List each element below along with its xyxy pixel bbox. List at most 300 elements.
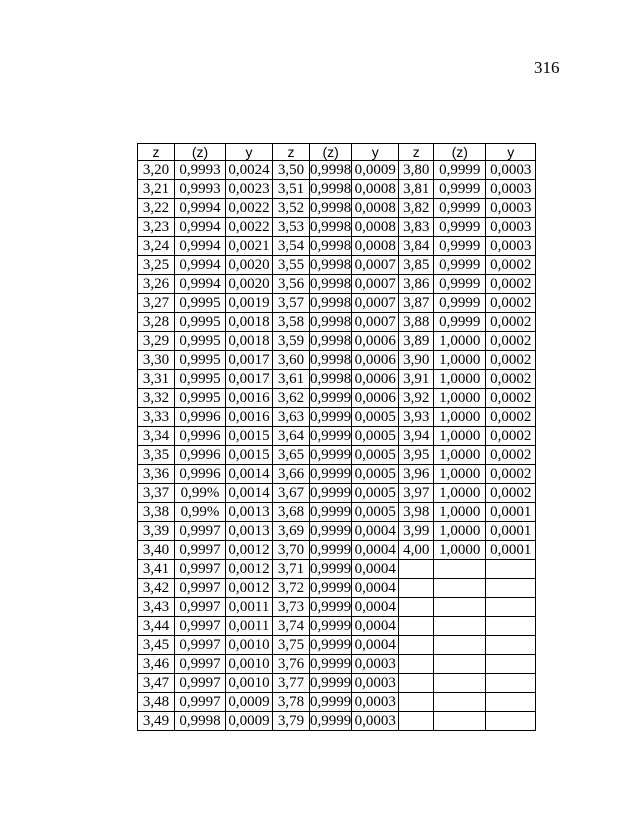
table-row [138, 579, 536, 598]
table-cell-phi: 0,9997 [175, 579, 226, 598]
table-cell-phi: 0,9999 [310, 618, 352, 634]
table-cell-phi [434, 598, 486, 617]
table-cell-z: 3,58 [273, 313, 310, 332]
table-cell-phi: 0,9998 [310, 238, 352, 254]
table-cell-y: 0,0010 [226, 674, 273, 693]
table-cell-y: 0,0009 [226, 712, 273, 731]
table-cell-y: 0,0024 [226, 161, 273, 180]
table-cell-phi: 1,0000 [434, 351, 486, 370]
table-cell-z: 3,47 [138, 674, 175, 693]
table-cell-phi: 0,9996 [175, 427, 226, 446]
table-cell-y: 0,0010 [226, 636, 273, 655]
table-cell-z: 3,38 [138, 503, 175, 522]
table-cell-y: 0,0002 [486, 484, 536, 503]
table-cell-phi: 0,9999 [310, 694, 352, 710]
table-cell-z: 3,87 [399, 294, 434, 313]
table-cell-y: 0,0004 [352, 617, 399, 636]
table-cell-phi: 0,9999 [310, 599, 352, 615]
table-cell-y: 0,0003 [352, 655, 399, 674]
table-cell-z: 3,51 [273, 180, 310, 199]
table-cell-phi: 0,9995 [175, 370, 226, 389]
table-cell-phi: 0,9999 [310, 466, 352, 482]
table-cell-z: 3,52 [273, 199, 310, 218]
table-cell-z: 3,27 [138, 294, 175, 313]
table-cell-phi: 0,99% [175, 484, 226, 503]
table-cell-y: 0,0012 [226, 579, 273, 598]
table-cell-phi: 0,9995 [175, 332, 226, 351]
table-cell-y: 0,0005 [352, 427, 399, 446]
table-row [138, 617, 536, 636]
table-cell-y: 0,0020 [226, 275, 273, 294]
table-cell-z: 3,41 [138, 560, 175, 579]
table-cell-phi: 0,9998 [175, 712, 226, 731]
table-cell-phi: 0,9995 [175, 351, 226, 370]
table-cell-z: 4,00 [399, 541, 434, 560]
table-cell-z: 3,43 [138, 598, 175, 617]
table-cell-y: 0,0005 [352, 503, 399, 522]
table-cell-phi [434, 674, 486, 693]
column-header-phi: (z) [310, 144, 352, 161]
table-cell-y: 0,0003 [486, 218, 536, 237]
table-cell-y: 0,0005 [352, 408, 399, 427]
table-cell-z: 3,79 [273, 712, 310, 731]
table-cell-y: 0,0004 [352, 598, 399, 617]
table-cell-y: 0,0004 [352, 541, 399, 560]
table-row [138, 712, 536, 731]
table-row [138, 218, 536, 237]
table-cell-z: 3,83 [399, 218, 434, 237]
table-cell-z: 3,62 [273, 389, 310, 408]
table-cell-phi: 1,0000 [434, 370, 486, 389]
table-cell-y: 0,0003 [352, 712, 399, 731]
table-cell-phi: 0,9998 [310, 200, 352, 216]
table-cell-phi: 0,9999 [434, 180, 486, 199]
table-cell-phi: 0,9999 [310, 656, 352, 672]
table-cell-phi: 0,9995 [175, 294, 226, 313]
table-cell-phi: 0,9999 [434, 275, 486, 294]
table-cell-phi: 1,0000 [434, 389, 486, 408]
table-cell-y: 0,0005 [352, 465, 399, 484]
table-cell-y: 0,0008 [352, 237, 399, 256]
table-cell-z [399, 693, 434, 712]
table-row [138, 560, 536, 579]
table-cell-phi: 0,9998 [310, 371, 352, 387]
table-cell-y: 0,0001 [486, 541, 536, 560]
table-cell-phi [434, 693, 486, 712]
table-cell-phi: 0,9998 [310, 352, 352, 368]
table-cell-z: 3,59 [273, 332, 310, 351]
table-cell-phi: 0,9996 [175, 446, 226, 465]
table-cell-z: 3,37 [138, 484, 175, 503]
table-cell-phi: 0,9999 [434, 161, 486, 180]
table-cell-phi: 0,9999 [434, 199, 486, 218]
table-cell-y [486, 655, 536, 674]
table-cell-z: 3,20 [138, 161, 175, 180]
table-cell-z: 3,81 [399, 180, 434, 199]
table-cell-y: 0,0002 [486, 275, 536, 294]
table-cell-phi: 0,9997 [175, 522, 226, 541]
table-cell-z [399, 655, 434, 674]
table-cell-phi: 0,9994 [175, 275, 226, 294]
table-cell-z: 3,67 [273, 484, 310, 503]
table-cell-phi: 0,9997 [175, 560, 226, 579]
table-cell-y: 0,0021 [226, 237, 273, 256]
table-cell-z [399, 636, 434, 655]
table-cell-z [399, 674, 434, 693]
table-cell-y: 0,0020 [226, 256, 273, 275]
table-cell-phi: 1,0000 [434, 541, 486, 560]
table-cell-z: 3,28 [138, 313, 175, 332]
table-cell-y: 0,0018 [226, 332, 273, 351]
table-cell-y: 0,0009 [352, 161, 399, 180]
table-cell-y [486, 712, 536, 731]
table-cell-y: 0,0006 [352, 389, 399, 408]
table-cell-y: 0,0003 [486, 237, 536, 256]
table-cell-y: 0,0016 [226, 389, 273, 408]
table-cell-z: 3,99 [399, 522, 434, 541]
table-cell-z: 3,66 [273, 465, 310, 484]
table-row [138, 275, 536, 294]
column-header-y: y [352, 144, 399, 161]
table-cell-y: 0,0003 [486, 199, 536, 218]
table-cell-y: 0,0008 [352, 199, 399, 218]
table-cell-y: 0,0002 [486, 351, 536, 370]
table-cell-phi: 0,9997 [175, 636, 226, 655]
table-cell-z: 3,84 [399, 237, 434, 256]
table-cell-phi: 1,0000 [434, 408, 486, 427]
table-cell-y: 0,0004 [352, 636, 399, 655]
column-header-z: z [273, 144, 310, 161]
table-cell-y: 0,0002 [486, 294, 536, 313]
table-row [138, 332, 536, 351]
table-cell-y: 0,0002 [486, 427, 536, 446]
table-row [138, 541, 536, 560]
table-cell-phi: 0,9997 [175, 541, 226, 560]
table-cell-phi: 0,9994 [175, 237, 226, 256]
table-cell-y: 0,0001 [486, 503, 536, 522]
table-cell-z: 3,21 [138, 180, 175, 199]
table-cell-phi: 0,9999 [310, 561, 352, 577]
table-cell-z: 3,80 [399, 161, 434, 180]
table-cell-z: 3,97 [399, 484, 434, 503]
table-cell-z: 3,91 [399, 370, 434, 389]
table-cell-z [399, 560, 434, 579]
table-cell-y: 0,0008 [352, 218, 399, 237]
table-cell-phi [434, 617, 486, 636]
table-cell-z: 3,78 [273, 693, 310, 712]
table-cell-y: 0,0001 [486, 522, 536, 541]
table-cell-y: 0,0011 [226, 598, 273, 617]
table-cell-z: 3,56 [273, 275, 310, 294]
table-cell-y [486, 636, 536, 655]
table-row [138, 446, 536, 465]
normal-distribution-table [137, 143, 536, 731]
table-cell-phi [434, 636, 486, 655]
table-cell-z: 3,68 [273, 503, 310, 522]
table-cell-z: 3,98 [399, 503, 434, 522]
table-row [138, 522, 536, 541]
table-cell-phi: 0,9999 [434, 313, 486, 332]
table-cell-y: 0,0004 [352, 560, 399, 579]
table-cell-y: 0,0014 [226, 465, 273, 484]
table-cell-phi [434, 579, 486, 598]
table-cell-y: 0,0003 [486, 161, 536, 180]
table-cell-z: 3,49 [138, 712, 175, 731]
table-cell-z [399, 579, 434, 598]
table-row [138, 598, 536, 617]
table-cell-phi: 0,9996 [175, 465, 226, 484]
table-cell-y: 0,0013 [226, 522, 273, 541]
table-cell-phi: 0,9994 [175, 199, 226, 218]
table-cell-phi: 0,9999 [310, 523, 352, 539]
table-cell-z: 3,44 [138, 617, 175, 636]
table-cell-phi: 1,0000 [434, 484, 486, 503]
table-cell-phi: 0,9997 [175, 674, 226, 693]
table-cell-z: 3,30 [138, 351, 175, 370]
table-cell-z: 3,86 [399, 275, 434, 294]
table-row [138, 484, 536, 503]
table-cell-y: 0,0008 [352, 180, 399, 199]
table-cell-phi: 0,9999 [310, 580, 352, 596]
table-cell-z: 3,63 [273, 408, 310, 427]
table-cell-phi: 1,0000 [434, 427, 486, 446]
table-cell-y: 0,0006 [352, 370, 399, 389]
table-cell-z: 3,25 [138, 256, 175, 275]
table-cell-z: 3,95 [399, 446, 434, 465]
table-cell-phi: 0,9999 [310, 713, 352, 729]
table-cell-y: 0,0015 [226, 446, 273, 465]
table-cell-phi: 0,9994 [175, 256, 226, 275]
table-cell-y [486, 617, 536, 636]
table-cell-z: 3,85 [399, 256, 434, 275]
table-cell-z: 3,60 [273, 351, 310, 370]
column-header-z: z [399, 144, 434, 161]
table-cell-z [399, 617, 434, 636]
table-cell-z: 3,61 [273, 370, 310, 389]
table-cell-phi: 0,9999 [434, 294, 486, 313]
table-row [138, 256, 536, 275]
table-cell-y: 0,0004 [352, 579, 399, 598]
table-cell-phi: 0,9998 [310, 333, 352, 349]
table-cell-z: 3,57 [273, 294, 310, 313]
table-cell-phi: 1,0000 [434, 446, 486, 465]
table-cell-y: 0,0019 [226, 294, 273, 313]
table-cell-y: 0,0005 [352, 446, 399, 465]
column-header-y: y [226, 144, 273, 161]
table-cell-z: 3,29 [138, 332, 175, 351]
table-cell-phi [434, 560, 486, 579]
table-cell-z: 3,96 [399, 465, 434, 484]
table-cell-phi: 1,0000 [434, 522, 486, 541]
table-cell-z: 3,76 [273, 655, 310, 674]
table-cell-phi: 0,9993 [175, 161, 226, 180]
table-cell-z: 3,94 [399, 427, 434, 446]
table-cell-z: 3,26 [138, 275, 175, 294]
table-cell-phi [434, 712, 486, 731]
column-header-phi: (z) [175, 144, 226, 161]
table-cell-z: 3,45 [138, 636, 175, 655]
table-cell-phi: 0,9997 [175, 655, 226, 674]
table-row [138, 161, 536, 180]
table-cell-z: 3,93 [399, 408, 434, 427]
table-cell-y: 0,0003 [352, 693, 399, 712]
table-cell-y: 0,0007 [352, 256, 399, 275]
table-cell-phi: 0,9994 [175, 218, 226, 237]
table-cell-phi: 0,9999 [310, 409, 352, 425]
table-cell-y [486, 579, 536, 598]
table-cell-z: 3,75 [273, 636, 310, 655]
table-cell-y: 0,0006 [352, 332, 399, 351]
table-cell-z: 3,65 [273, 446, 310, 465]
table-cell-y [486, 693, 536, 712]
table-cell-phi: 0,9998 [310, 314, 352, 330]
table-cell-z: 3,32 [138, 389, 175, 408]
table-cell-phi: 0,9999 [310, 485, 352, 501]
table-cell-y: 0,0022 [226, 199, 273, 218]
table-body [138, 161, 536, 731]
table-cell-phi: 0,9995 [175, 389, 226, 408]
table-cell-z [399, 712, 434, 731]
table-row [138, 370, 536, 389]
table-cell-z: 3,33 [138, 408, 175, 427]
table-row [138, 313, 536, 332]
table-cell-z: 3,69 [273, 522, 310, 541]
table-row [138, 427, 536, 446]
table-cell-y [486, 674, 536, 693]
table-cell-phi: 0,99% [175, 503, 226, 522]
table-cell-z: 3,35 [138, 446, 175, 465]
table-cell-phi: 0,9995 [175, 313, 226, 332]
table-cell-y: 0,0003 [486, 180, 536, 199]
table-cell-z: 3,90 [399, 351, 434, 370]
table-cell-z: 3,77 [273, 674, 310, 693]
table-row [138, 693, 536, 712]
table-cell-y: 0,0010 [226, 655, 273, 674]
table-cell-y: 0,0016 [226, 408, 273, 427]
table-cell-phi: 0,9999 [434, 218, 486, 237]
table-cell-z: 3,39 [138, 522, 175, 541]
table-cell-y: 0,0013 [226, 503, 273, 522]
table-cell-z: 3,72 [273, 579, 310, 598]
table-cell-z: 3,53 [273, 218, 310, 237]
table-cell-y: 0,0017 [226, 351, 273, 370]
table-cell-phi: 0,9997 [175, 617, 226, 636]
table-cell-y: 0,0002 [486, 370, 536, 389]
table-cell-phi: 0,9997 [175, 693, 226, 712]
table-cell-z: 3,64 [273, 427, 310, 446]
table-cell-z: 3,71 [273, 560, 310, 579]
column-header-y: y [486, 144, 536, 161]
table-row [138, 199, 536, 218]
table-cell-y: 0,0002 [486, 389, 536, 408]
table-row [138, 636, 536, 655]
table-cell-z [399, 598, 434, 617]
table-cell-phi: 0,9999 [310, 447, 352, 463]
table-cell-phi: 1,0000 [434, 332, 486, 351]
table-cell-z: 3,46 [138, 655, 175, 674]
table-cell-y: 0,0002 [486, 313, 536, 332]
column-header-z: z [138, 144, 175, 161]
table-cell-phi: 0,9998 [310, 219, 352, 235]
table-cell-z: 3,48 [138, 693, 175, 712]
table-cell-y: 0,0018 [226, 313, 273, 332]
table-cell-z: 3,31 [138, 370, 175, 389]
table-cell-y: 0,0022 [226, 218, 273, 237]
table-row [138, 237, 536, 256]
table-cell-z: 3,55 [273, 256, 310, 275]
table-row [138, 674, 536, 693]
table-cell-y: 0,0017 [226, 370, 273, 389]
table-cell-z: 3,54 [273, 237, 310, 256]
table-cell-phi: 0,9998 [310, 162, 352, 178]
table-cell-z: 3,74 [273, 617, 310, 636]
table-cell-phi: 0,9996 [175, 408, 226, 427]
table-cell-z: 3,22 [138, 199, 175, 218]
table-cell-y: 0,0007 [352, 313, 399, 332]
table-cell-y: 0,0005 [352, 484, 399, 503]
table-row [138, 389, 536, 408]
table-cell-phi: 0,9999 [434, 237, 486, 256]
table-cell-phi: 0,9999 [310, 675, 352, 691]
page-number: 316 [534, 58, 560, 77]
table-cell-phi: 0,9999 [310, 637, 352, 653]
table-row [138, 503, 536, 522]
table-cell-phi: 1,0000 [434, 503, 486, 522]
table-header-row [138, 144, 536, 161]
table-row [138, 180, 536, 199]
table-cell-phi: 0,9999 [310, 504, 352, 520]
table-cell-phi: 0,9997 [175, 598, 226, 617]
table-cell-y: 0,0004 [352, 522, 399, 541]
table-cell-y: 0,0002 [486, 332, 536, 351]
table-row [138, 351, 536, 370]
column-header-phi: (z) [434, 144, 486, 161]
table-cell-phi [434, 655, 486, 674]
table-cell-y: 0,0002 [486, 446, 536, 465]
table-cell-y: 0,0007 [352, 275, 399, 294]
table-cell-phi: 0,9999 [310, 542, 352, 558]
table-cell-z: 3,34 [138, 427, 175, 446]
table-cell-y: 0,0002 [486, 465, 536, 484]
table-row [138, 655, 536, 674]
table-cell-phi: 0,9999 [310, 428, 352, 444]
table-cell-z: 3,24 [138, 237, 175, 256]
table-row [138, 408, 536, 427]
table-cell-phi: 0,9999 [434, 256, 486, 275]
table-cell-y: 0,0023 [226, 180, 273, 199]
table-cell-z: 3,73 [273, 598, 310, 617]
table-cell-z: 3,23 [138, 218, 175, 237]
table-cell-z: 3,40 [138, 541, 175, 560]
table-cell-y: 0,0007 [352, 294, 399, 313]
table-cell-z: 3,92 [399, 389, 434, 408]
table-cell-z: 3,70 [273, 541, 310, 560]
table-cell-phi: 0,9999 [310, 390, 352, 406]
table-cell-phi: 0,9998 [310, 181, 352, 197]
table-cell-z: 3,36 [138, 465, 175, 484]
table-cell-z: 3,42 [138, 579, 175, 598]
table-cell-y: 0,0012 [226, 560, 273, 579]
table-cell-phi: 0,9998 [310, 276, 352, 292]
table-cell-phi: 0,9998 [310, 257, 352, 273]
table-cell-y: 0,0006 [352, 351, 399, 370]
table-cell-z: 3,88 [399, 313, 434, 332]
table-row [138, 294, 536, 313]
table-cell-y [486, 598, 536, 617]
table-cell-phi: 0,9993 [175, 180, 226, 199]
table-cell-z: 3,50 [273, 161, 310, 180]
table-cell-y: 0,0003 [352, 674, 399, 693]
